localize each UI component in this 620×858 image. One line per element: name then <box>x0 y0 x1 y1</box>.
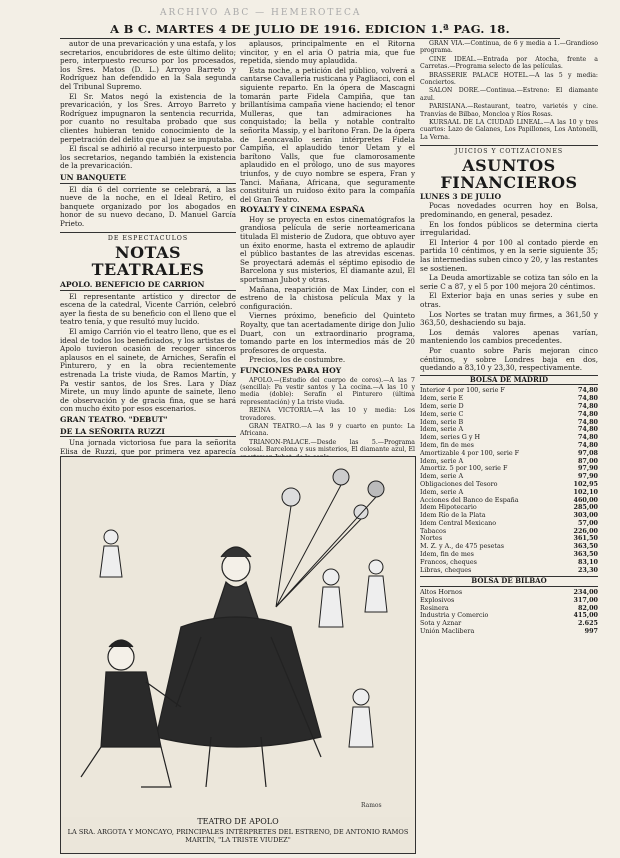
section-heading: DE LA SEÑORITA RUZZI <box>60 428 236 438</box>
row-label: Idem, serie A <box>420 456 464 465</box>
row-label: Amortiz. 5 por 100, serie F <box>420 464 508 473</box>
row-value: 303,00 <box>573 511 598 520</box>
paragraph: La Deuda amortizable se cotiza tan sólo en la serie C a 87, y el 5 por 100 mejora 20 céntimos. <box>420 273 598 291</box>
row-label: Idem, fin de mes <box>420 440 474 449</box>
row-label: Francos, cheques <box>420 557 477 566</box>
row-label: Sota y Aznar <box>420 619 462 628</box>
paragraph: autor de una prevaricación y una estafa, y los secretarios, encubridores de este último delito; pero, interpuesto recurso por los procesados, los Sres. Matos (D. L.) Arroyo Barreto y Rodríguez han defendido en la Sala segunda del Tribunal Supremo. <box>60 39 236 91</box>
row-value: 102,10 <box>573 487 598 496</box>
row-value: 97,90 <box>577 472 598 481</box>
section-heading: FUNCIONES PARA HOY <box>240 365 342 375</box>
listing: GRAN VIA.—Continua, de 6 y media a 1.—Grandioso programa. <box>420 40 598 55</box>
row-value: 97,08 <box>577 448 598 457</box>
section-heading: APOLO. BENEFICIO DE CARRION <box>60 281 236 291</box>
listing: APOLO.—(Estudio del cuerpo de coros).—A las 7 (sencilla): Pa vestir santos y La cocina.—A las 10 y media (doble): Serafín el Pinturero (última representación) y La triste viuda. <box>240 376 415 406</box>
table-row <box>420 567 598 575</box>
listing: SALON DORE.—Continua.—Estreno: El diamante azul. <box>420 87 598 102</box>
row-value: 415,00 <box>573 611 598 620</box>
figure-caption: LA SRA. ARGOTA Y MONCAYO, PRINCIPALES INTÉRPRETES DEL ESTRENO, DE ANTONIO RAMOS MARTÍN, "LA TRISTE VIUDEZ" <box>67 828 409 844</box>
row-value: 74,80 <box>577 386 598 395</box>
row-value: 285,00 <box>573 503 598 512</box>
table-row <box>420 520 598 528</box>
row-label: Idem, serie D <box>420 401 464 410</box>
row-value: 102,95 <box>573 479 598 488</box>
row-label: Idem, serie A <box>420 487 464 496</box>
row-label: Explosivos <box>420 595 455 604</box>
row-label: Obligaciones del Tesoro <box>420 479 498 488</box>
paragraph: Hoy se proyecta en estos cinematógrafos la grandiosa película de serie norteamericana titulada El misterio de Zudora, que obtuvo ayer un éxito enorme, hasta el extremo de aplaudir el público bastantes de las atrevidas escenas. Se proyectará además el séptimo episodio de Barcelona y sus misterios, El diamante azul, El sportsman Jubot y otras. <box>240 214 415 285</box>
table-row <box>420 628 598 636</box>
row-label: Tabacos <box>420 526 447 535</box>
row-label: Idem Río de la Plata <box>420 511 486 520</box>
section-heading: UN BANQUETE <box>60 174 236 184</box>
paragraph: El fiscal se adhirió al recurso interpuesto por los secretarios, negando también la existencia de la prevaricación. <box>60 144 236 171</box>
paragraph: El día 6 del corriente se celebrará, a las nueve de la noche, en el Ideal Retiro, el banquete organizado por los abogados en honor de su nuevo decano, D. Manuel García Prieto. <box>60 184 236 228</box>
column-1 <box>60 40 236 509</box>
row-label: Interior 4 por 100, serie F <box>420 386 505 395</box>
paragraph: Mañana, reaparición de Max Linder, con el estreno de la chistosa película Max y la configuración. <box>240 284 415 311</box>
row-value: 74,80 <box>577 401 598 410</box>
row-value: 87,00 <box>577 456 598 465</box>
listing: REINA VICTORIA.—A las 10 y media: Los trovadores. <box>240 407 415 422</box>
paragraph: Viernes próximo, beneficio del Quinteto Royalty, que tan acertadamente dirige don Julio Duart, con un extraordinario programa, tomando parte en los intermedios más de 20 profesores de orquesta. <box>240 311 415 355</box>
row-label: Idem, serie A <box>420 472 464 481</box>
row-value: 997 <box>584 627 598 636</box>
row-label: Idem, serie B <box>420 417 464 426</box>
section-heading: LUNES 3 DE JULIO <box>420 191 502 201</box>
row-value: 363,50 <box>573 542 598 551</box>
paragraph: El Interior 4 por 100 al contado pierde en partida 10 céntimos, y en la serie siguiente 35; las intermedias suben cinco y 20, y las restantes se sostienen. <box>420 237 598 273</box>
row-value: 363,50 <box>573 550 598 559</box>
row-label: Acciones del Banco de España <box>420 495 519 504</box>
row-label: Resinera <box>420 603 449 612</box>
row-label: M. Z. y A., de 475 pesetas <box>420 542 505 551</box>
headline: ASUNTOS <box>462 155 556 175</box>
row-value: 234,00 <box>573 588 598 597</box>
row-value: 74,80 <box>577 417 598 426</box>
listing: PARISIANA.—Restaurant, teatro, varietés y cine. Tranvías de Bilbao, Moncloa y Ríos Rosas. <box>420 103 598 118</box>
artist-signature: Ramos <box>361 802 382 809</box>
headline: FINANCIEROS <box>440 172 578 192</box>
paragraph: Pocas novedades ocurren hoy en Bolsa, predominando, en general, pesadez. <box>420 201 598 220</box>
row-label: Idem Central Mexicano <box>420 518 497 527</box>
row-value: 317,00 <box>573 595 598 604</box>
headline: NOTAS TEATRALES <box>91 243 205 280</box>
row-label: Idem Hipotecario <box>420 503 477 512</box>
paragraph: Por cuanto sobre París mejoran cinco céntimos, y sobre Londres baja en dos, quedando a 83,10 y 23,30, respectivamente. <box>420 345 598 373</box>
paragraph: El amigo Carrión vio el teatro lleno, que es el ideal de todos los beneficiados, y los artistas de Apolo tuvieron ocasión de recoger sinceros aplausos en el sainete, de Arniches, Serafín el Pinturero, y en la obra recientemente estrenada La triste viuda, de Ramos Martín, y Pa vestir santos, de los Sres. Lara y Díaz Mirete, un muy lindo apunte de sainete, lleno de observación y de gracia fina, que se hará con mucho éxito por esos escenarios. <box>60 327 236 414</box>
theater-illustration <box>61 457 415 817</box>
row-value: 74,80 <box>577 409 598 418</box>
row-value: 82,00 <box>577 603 598 612</box>
table-row <box>420 528 598 536</box>
row-value: 97,90 <box>577 464 598 473</box>
row-value: 57,00 <box>577 518 598 527</box>
listing: TRIANON-PALACE.—Desde las 5.—Programa colosal. Barcelona y sus misterios, El diamante azul, El <box>240 438 415 454</box>
row-label: Libras, cheques <box>420 565 472 574</box>
illustration-figure <box>60 456 416 854</box>
row-label: Altos Hornos <box>420 588 463 597</box>
row-label: Idem, serie C <box>420 409 464 418</box>
row-value: 361,50 <box>573 534 598 543</box>
watermark: ARCHIVO ABC — HEMEROTECA <box>160 8 362 18</box>
row-value: 74,80 <box>577 433 598 442</box>
row-value: 74,80 <box>577 425 598 434</box>
row-value: 226,00 <box>573 526 598 535</box>
column-3 <box>420 40 598 636</box>
table-title: BOLSA DE BILBAO <box>420 576 598 587</box>
paragraph: El Exterior baja en unas series y sube en otras. <box>420 291 598 309</box>
paragraph: Una jornada victoriosa fue para la señorita Elisa de Ruzzi, que por primera vez aparecía <box>60 438 236 456</box>
page-header: A B C. MARTES 4 DE JULIO DE 1916. EDICION 1.ª PAG. 18. <box>60 22 560 39</box>
figure-caption-title: TEATRO DE APOLO <box>197 817 279 826</box>
section-label: JUICIOS Y COTIZACIONES <box>420 145 598 157</box>
row-value: 23,30 <box>577 565 598 574</box>
row-label: Idem, series G y H <box>420 433 481 442</box>
paragraph: Esta noche, a petición del público, volverá a cantarse Cavalleria rusticana y Pagliacci, con el siguiente reparto. En la ópera de Mascagni tomarán parte Fidela Campiña, que tan brillantísima campaña viene haciendo; el tenor Mulleras, que tan admiraciones ha conquistado; la bella y notable contralto señorita Massip, y el barítono Fran. De la ópera de Leoncavallo serán intérpretes Fidela Campiña, el aplaudido tenor Uetam y el barítono Valls, que fue clamorosamente aplaudido en el prólogo, uno de sus mayores triunfos, y de cuyo nombre se espera, Fran y Tanci. Mañana, Africana, que seguramente constituirá un ruidoso éxito para la compañía del Gran Teatro. <box>240 65 415 204</box>
paragraph: El Sr. Matos negó la existencia de la prevaricación, y los Sres. Arroyo Barreto y Rodríguez impugnaron la sentencia recurrida, por cuanto no resultaba probado que sus clientes hubieran tenido conocimiento de la perpetración del delito que al juez se imputaba. <box>60 91 236 144</box>
row-label: Idem, fin de mes <box>420 550 474 559</box>
row-label: Nortes <box>420 534 443 543</box>
stock-table-bilbao <box>420 589 598 636</box>
stock-table-madrid <box>420 387 598 574</box>
section-label: DE ESPECTACULOS <box>60 232 236 244</box>
listing: KURSAAL DE LA CIUDAD LINEAL.—A las 10 y tres cuartos: Lazo de Galanes, Los Papillones, Los Antonelli, La Verna. <box>420 119 598 141</box>
paragraph: Precios, los de costumbre. <box>249 355 346 365</box>
paragraph: aplausos, principalmente en el Ritorna vincitor, y en el aria O patria mia, que fue repetida, siendo muy aplaudida. <box>240 39 415 66</box>
row-label: Idem, serie A <box>420 425 464 434</box>
row-value: 83,10 <box>577 557 598 566</box>
listing: CINE IDEAL.—Entrada por Atocha, frente a Carretas.—Programa selecto de las películas. <box>420 55 598 71</box>
row-value: 74,80 <box>577 440 598 449</box>
row-value: 2.625 <box>577 619 598 628</box>
section-heading: GRAN TEATRO. "DEBUT" <box>60 414 168 424</box>
paragraph: El representante artístico y director de escena de la catedral, Vicente Carrión, celebró ayer la fiesta de su beneficio con el lleno que el teatro tenía, y que resultó muy lucido. <box>60 291 236 327</box>
row-value: 460,00 <box>573 495 598 504</box>
listing: GRAN TEATRO.—A las 9 y cuarto en punto: La Africana. <box>240 423 415 438</box>
listing: BRASSERIE PALACE HOTEL.—A las 5 y media: Conciertos. <box>420 71 598 87</box>
column-2 <box>240 40 415 485</box>
paragraph: Los demás valores apenas varían, manteniendo los cambios precedentes. <box>420 327 598 346</box>
paragraph: Los Nortes se tratan muy firmes, a 361,50 y 363,50, deshaciendo su baja. <box>420 309 598 328</box>
row-label: Amortizable 4 por 100, serie F <box>420 448 520 457</box>
paragraph: En los fondos públicos se determina cierta irregularidad. <box>420 219 598 238</box>
section-heading: ROYALTY Y CINEMA ESPAÑA <box>240 205 365 215</box>
row-value: 74,80 <box>577 394 598 403</box>
table-title: BOLSA DE MADRID <box>420 375 598 386</box>
row-label: Unión Maclibera <box>420 627 475 636</box>
row-label: Industria y Comercio <box>420 611 489 620</box>
row-label: Idem, serie E <box>420 394 464 403</box>
